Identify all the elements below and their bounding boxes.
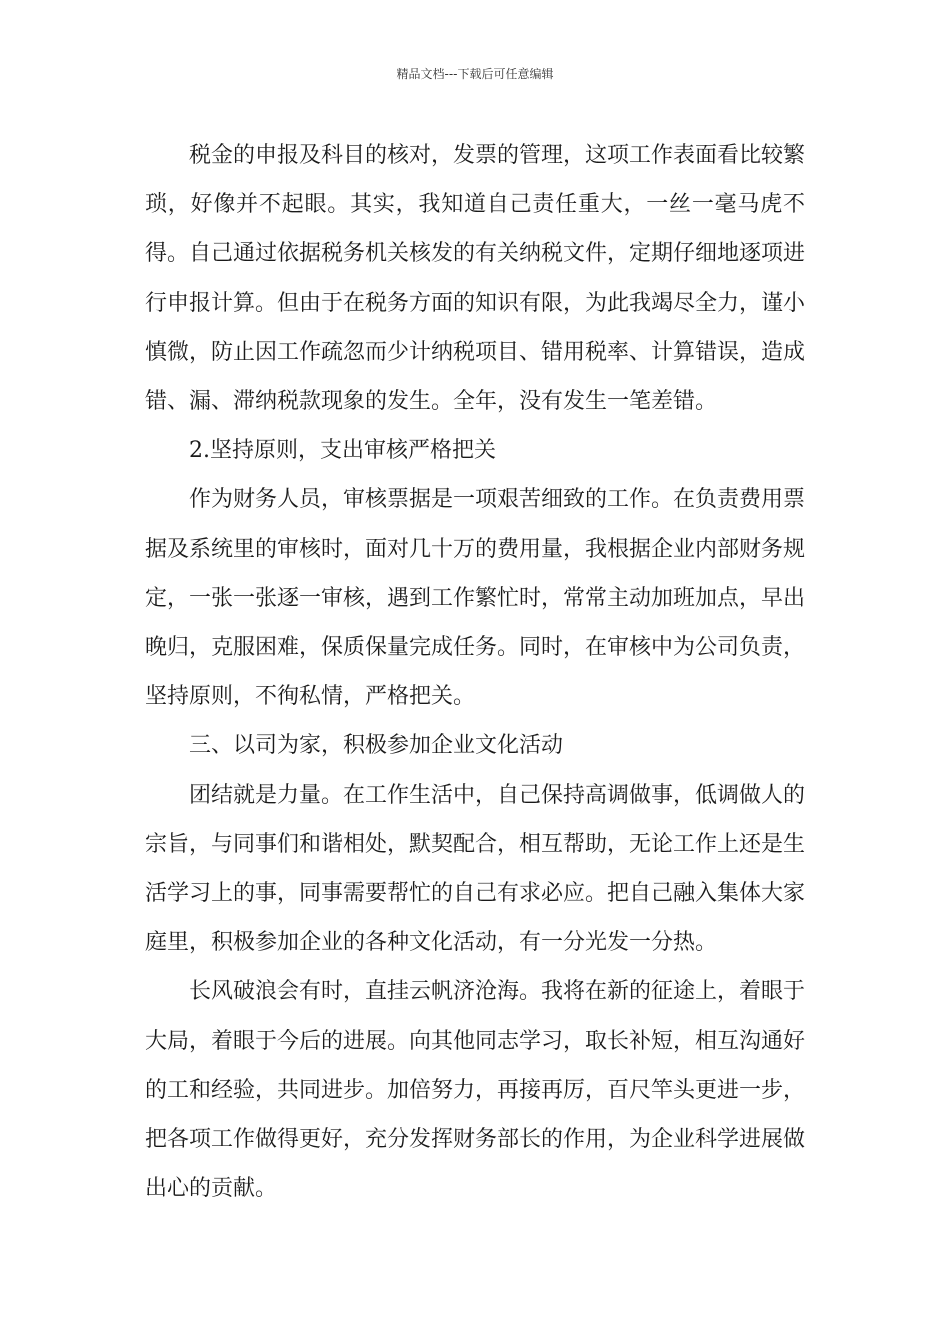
paragraph-audit: 作为财务人员，审核票据是一项艰苦细致的工作。在负责费用票据及系统里的审核时，面对几十万的费用量，我根据企业内部财务规定，一张一张逐一审核，遇到工作繁忙时，常常主动加班加点，早出晚归，克服困难，保质保量完成任务。同时，在审核中为公司负责，坚持原则，不徇私情，严格把关。: [145, 487, 806, 710]
section-heading-culture: 三、以司为家，积极参加企业文化活动: [189, 733, 564, 759]
page-header: 精品文档---下载后可任意编辑: [396, 67, 554, 81]
paragraph-teamwork: 团结就是力量。在工作生活中，自己保持高调做事，低调做人的宗旨，与同事们和谐相处，默契配合，相互帮助，无论工作上还是生活学习上的事，同事需要帮忙的自己有求必应。把自己融入集体大家庭里，积极参加企业的各种文化活动，有一分光发一分热。: [145, 782, 806, 956]
paragraph-closing: 长风破浪会有时，直挂云帆济沧海。我将在新的征途上，着眼于大局，着眼于今后的进展。向其他同志学习，取长补短，相互沟通好的工和经验，共同进步。加倍努力，再接再厉，百尺竿头更进一步，把各项工作做得更好，充分发挥财务部长的作用，为企业科学进展做出心的贡献。: [145, 979, 806, 1202]
paragraph-tax-declaration: 税金的申报及科目的核对，发票的管理，这项工作表面看比较繁琐，好像并不起眼。其实，我知道自己责任重大，一丝一毫马虎不得。自己通过依据税务机关核发的有关纳税文件，定期仔细地逐项进行申报计算。但由于在税务方面的知识有限，为此我竭尽全力，谨小慎微，防止因工作疏忽而少计纳税项目、错用税率、计算错误，造成错、漏、滞纳税款现象的发生。全年，没有发生一笔差错。: [145, 143, 806, 415]
section-heading-audit: 2.坚持原则，支出审核严格把关: [189, 438, 496, 464]
document-body: [145, 131, 805, 1213]
